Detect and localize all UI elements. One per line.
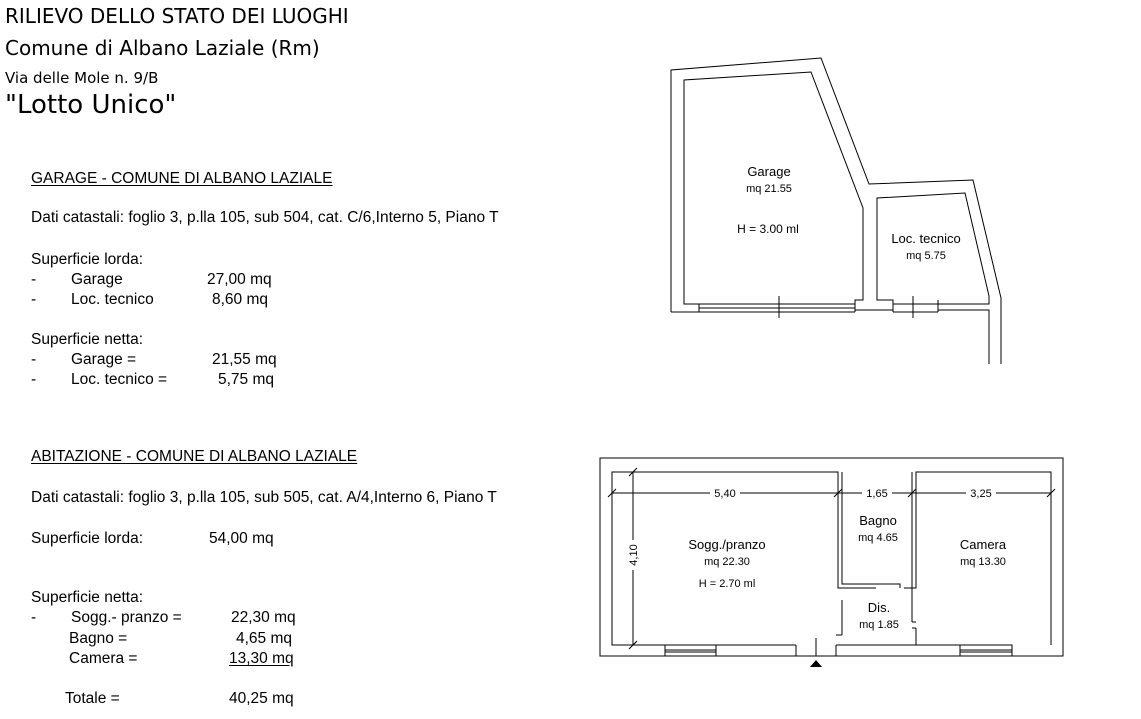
garage-lorda-item-value: 27,00 mq — [207, 271, 272, 288]
abitazione-catasto: Dati catastali: foglio 3, p.lla 105, sub 505, cat. A/4,Interno 6, Piano T — [31, 489, 497, 506]
garage-room-name: Garage — [747, 164, 791, 179]
abitazione-lorda-label: Superficie lorda: — [31, 530, 144, 547]
comune-label: Comune di Albano Laziale (Rm) — [5, 36, 320, 60]
address-label: Via delle Mole n. 9/B — [5, 69, 159, 87]
page-title: RILIEVO DELLO STATO DEI LUOGHI — [5, 4, 349, 28]
abitazione-heading: ABITAZIONE - COMUNE DI ALBANO LAZIALE — [31, 448, 358, 465]
dim-depth: 4,10 — [628, 544, 640, 566]
camera-area: mq 13.30 — [960, 556, 1006, 568]
camera-name: Camera — [959, 537, 1007, 552]
bagno-name: Bagno — [859, 513, 897, 528]
dim-camera: 3,25 — [970, 488, 992, 500]
totale-value: 40,25 mq — [229, 690, 294, 707]
dis-name: Dis. — [867, 600, 891, 615]
abitazione-netta-item-value: 22,30 mq — [231, 609, 296, 626]
loc-tecnico-name: Loc. tecnico — [891, 231, 961, 246]
abitazione-netta-item-value: 4,65 mq — [236, 630, 293, 647]
abitazione-netta-label: Superficie netta: — [31, 589, 144, 606]
dis-area: mq 1.85 — [859, 619, 899, 631]
garage-lorda-item-name: Garage — [71, 271, 123, 288]
abitazione-netta-item-value: 13,30 mq — [229, 650, 294, 667]
abitazione-netta-item-name: Sogg.- pranzo = — [71, 609, 182, 626]
garage-netta-item-name: Loc. tecnico = — [71, 371, 168, 388]
dim-soggiorno: 5,40 — [714, 488, 736, 500]
lotto-label: "Lotto Unico" — [5, 90, 177, 120]
list-dash: - — [31, 609, 37, 626]
bagno-area: mq 4.65 — [858, 532, 898, 544]
garage-netta-item-value: 21,55 mq — [212, 351, 277, 368]
garage-lorda-item-name: Loc. tecnico — [71, 291, 154, 308]
garage-room-height: H = 3.00 ml — [737, 222, 799, 236]
dim-bagno: 1,65 — [866, 488, 888, 500]
garage-netta-item-name: Garage = — [71, 351, 137, 368]
abitazione-netta-item-name: Bagno = — [69, 630, 128, 647]
abitazione-netta-item-name: Camera = — [69, 650, 138, 667]
garage-lorda-label: Superficie lorda: — [31, 251, 144, 268]
garage-room-area: mq 21.55 — [746, 183, 792, 195]
garage-heading: GARAGE - COMUNE DI ALBANO LAZIALE — [31, 170, 333, 187]
garage-netta-item-value: 5,75 mq — [218, 371, 275, 388]
loc-tecnico-area: mq 5.75 — [906, 250, 946, 262]
abitazione-lorda-value: 54,00 mq — [209, 530, 274, 547]
soggiorno-area: mq 22.30 — [704, 556, 750, 568]
totale-label: Totale = — [65, 690, 120, 707]
soggiorno-height: H = 2.70 ml — [698, 578, 756, 590]
entrance-arrow-icon — [810, 660, 822, 667]
list-dash: - — [31, 371, 37, 388]
list-dash: - — [31, 271, 37, 288]
garage-lorda-item-value: 8,60 mq — [212, 291, 269, 308]
garage-catasto: Dati catastali: foglio 3, p.lla 105, sub 504, cat. C/6,Interno 5, Piano T — [31, 209, 499, 226]
list-dash: - — [31, 351, 37, 368]
garage-netta-label: Superficie netta: — [31, 331, 144, 348]
soggiorno-name: Sogg./pranzo — [688, 537, 766, 552]
list-dash: - — [31, 291, 37, 308]
